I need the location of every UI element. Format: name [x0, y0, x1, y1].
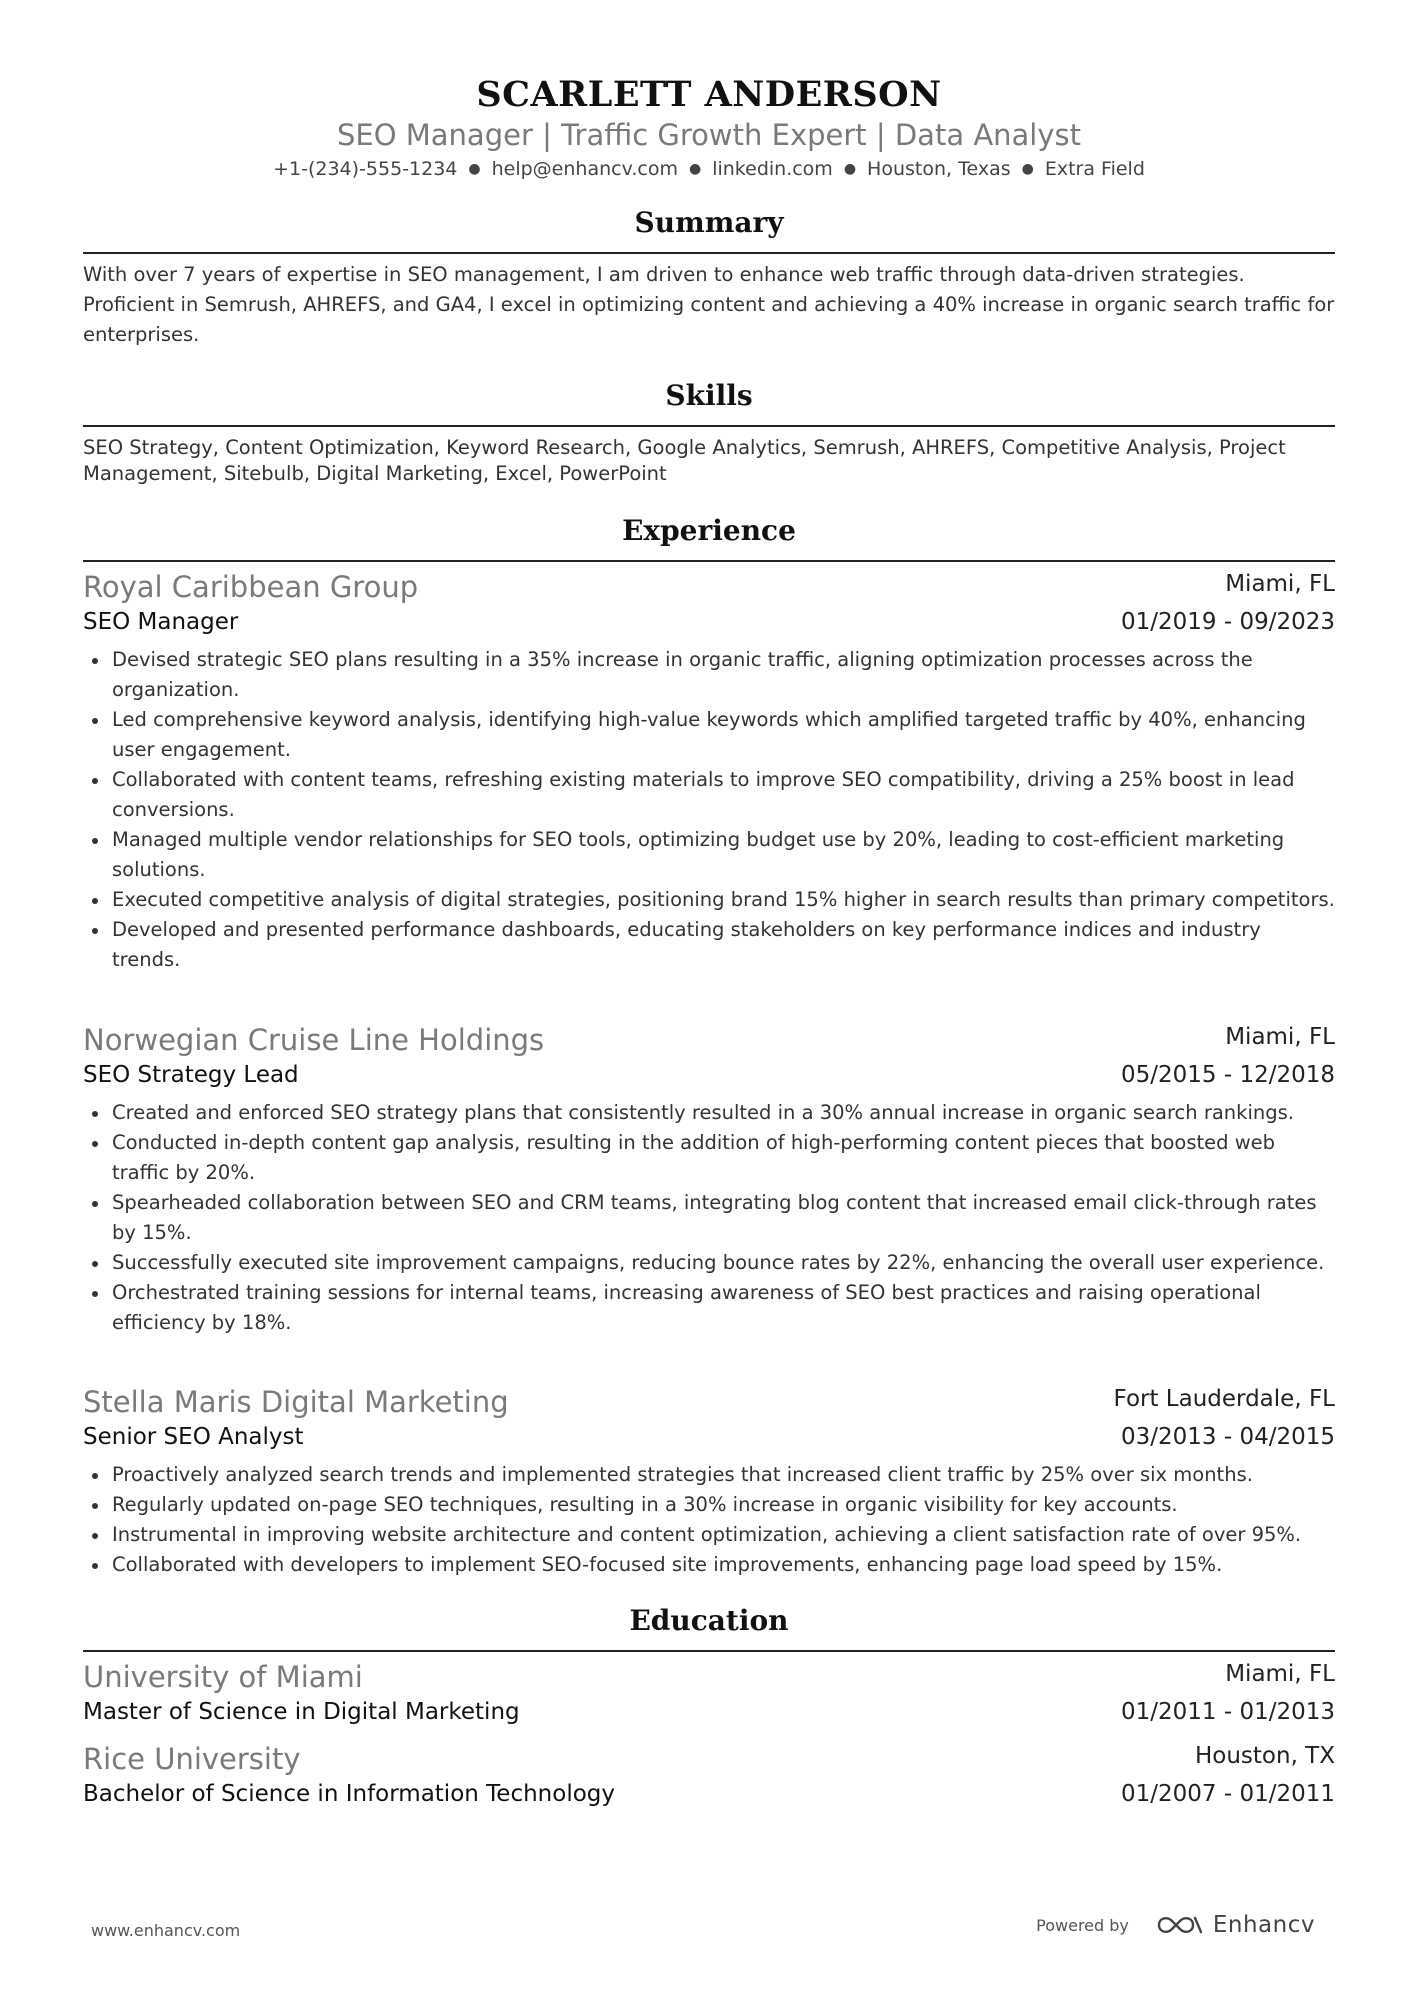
job-bullet: Proactively analyzed search trends and implemented strategies that increased client traffic by 25% over six months.	[83, 1460, 1335, 1490]
experience-heading: Experience	[622, 514, 796, 547]
contact-location: Houston, Texas	[867, 158, 1011, 180]
job-bullet: Developed and presented performance dashboards, educating stakeholders on key performance indices and industry trends.	[83, 915, 1335, 975]
contact-separator: ●	[688, 161, 702, 177]
section-divider	[83, 560, 1335, 562]
job-bullet: Executed competitive analysis of digital strategies, positioning brand 15% higher in search results than primary competitors.	[83, 885, 1335, 915]
section-divider	[83, 1650, 1335, 1652]
job-bullet: Orchestrated training sessions for internal teams, increasing awareness of SEO best practices and raising operational efficiency by 18%.	[83, 1278, 1335, 1338]
enhancv-logo-icon	[1155, 1912, 1205, 1938]
section-divider	[83, 425, 1335, 427]
powered-by-label: Powered by	[1036, 1915, 1129, 1935]
job-bullet: Regularly updated on-page SEO techniques, resulting in a 30% increase in organic visibility for key accounts.	[83, 1490, 1335, 1520]
candidate-headline: SEO Manager | Traffic Growth Expert | Data Analyst	[336, 118, 1082, 152]
enhancv-brand-name: Enhancv	[1212, 1912, 1315, 1938]
skills-text: SEO Strategy, Content Optimization, Keyword Research, Google Analytics, Semrush, AHREFS, Competitive Analysis, Project Management, Sitebulb, Digital Marketing, Excel, PowerPoint	[83, 436, 1286, 485]
job-bullet: Devised strategic SEO plans resulting in a 35% increase in organic traffic, aligning optimization processes across the organization.	[83, 645, 1335, 705]
education-dates: 01/2011 - 01/2013	[1120, 1699, 1335, 1725]
job-title: SEO Manager	[83, 609, 239, 635]
contact-linkedin[interactable]: linkedin.com	[712, 158, 833, 180]
job-bullet-list	[83, 1098, 1335, 1338]
job-bullet: Conducted in-depth content gap analysis, resulting in the addition of high-performing content pieces that boosted web traffic by 20%.	[83, 1128, 1335, 1188]
job-bullet: Spearheaded collaboration between SEO and CRM teams, integrating blog content that increased email click-through rates by 15%.	[83, 1188, 1335, 1248]
section-divider	[83, 252, 1335, 254]
job-bullet: Successfully executed site improvement campaigns, reducing bounce rates by 22%, enhancing the overall user experience.	[83, 1248, 1335, 1278]
contact-separator: ●	[468, 161, 481, 177]
contact-separator: ●	[1021, 161, 1034, 177]
job-bullet: Collaborated with developers to implement SEO-focused site improvements, enhancing page load speed by 15%.	[83, 1550, 1335, 1580]
job-location: Miami, FL	[1225, 1024, 1335, 1050]
job-company: Stella Maris Digital Marketing	[83, 1385, 509, 1419]
job-bullet-list	[83, 1460, 1335, 1580]
job-bullet: Collaborated with content teams, refreshing existing materials to improve SEO compatibility, driving a 25% boost in lead conversions.	[83, 765, 1335, 825]
job-bullet: Instrumental in improving website architecture and content optimization, achieving a client satisfaction rate of over 95%.	[83, 1520, 1335, 1550]
contact-phone: +1-(234)-555-1234	[273, 158, 458, 180]
education-location: Houston, TX	[1194, 1743, 1335, 1769]
job-location: Miami, FL	[1225, 571, 1335, 597]
summary-text: With over 7 years of expertise in SEO management, I am driven to enhance web traffic through data-driven strategies. Proficient in Semrush, AHREFS, and GA4, I excel in optimizing content and achieving a 40% increase in organic search traffic for enterprises.	[83, 263, 1335, 346]
footer-website-link[interactable]: www.enhancv.com	[91, 1921, 241, 1940]
education-heading: Education	[629, 1604, 789, 1637]
job-location: Fort Lauderdale, FL	[1113, 1386, 1335, 1412]
job-company: Royal Caribbean Group	[83, 570, 419, 604]
education-school: University of Miami	[83, 1660, 363, 1694]
summary-heading: Summary	[634, 206, 784, 239]
contact-separator: ●	[843, 161, 857, 177]
education-degree: Bachelor of Science in Information Technology	[83, 1781, 615, 1807]
job-bullet: Led comprehensive keyword analysis, identifying high-value keywords which amplified targeted traffic by 40%, enhancing user engagement.	[83, 705, 1335, 765]
job-dates: 01/2019 - 09/2023	[1120, 609, 1335, 635]
skills-heading: Skills	[665, 379, 753, 412]
candidate-name: SCARLETT ANDERSON	[476, 74, 942, 115]
education-degree: Master of Science in Digital Marketing	[83, 1699, 520, 1725]
contact-line	[83, 158, 1335, 180]
job-bullet: Managed multiple vendor relationships for SEO tools, optimizing budget use by 20%, leading to cost-efficient marketing solutions.	[83, 825, 1335, 885]
contact-email[interactable]: help@enhancv.com	[491, 158, 678, 180]
job-bullet: Created and enforced SEO strategy plans that consistently resulted in a 30% annual increase in organic search rankings.	[83, 1098, 1335, 1128]
job-dates: 03/2013 - 04/2015	[1120, 1424, 1335, 1450]
education-school: Rice University	[83, 1742, 301, 1776]
job-dates: 05/2015 - 12/2018	[1120, 1062, 1335, 1088]
education-location: Miami, FL	[1225, 1661, 1335, 1687]
contact-extra-field: Extra Field	[1044, 158, 1145, 180]
job-company: Norwegian Cruise Line Holdings	[83, 1023, 545, 1057]
job-title: Senior SEO Analyst	[83, 1424, 304, 1450]
job-bullet-list	[83, 645, 1335, 975]
job-title: SEO Strategy Lead	[83, 1062, 299, 1088]
education-dates: 01/2007 - 01/2011	[1120, 1781, 1335, 1807]
footer-branding[interactable]	[1036, 1912, 1315, 1938]
